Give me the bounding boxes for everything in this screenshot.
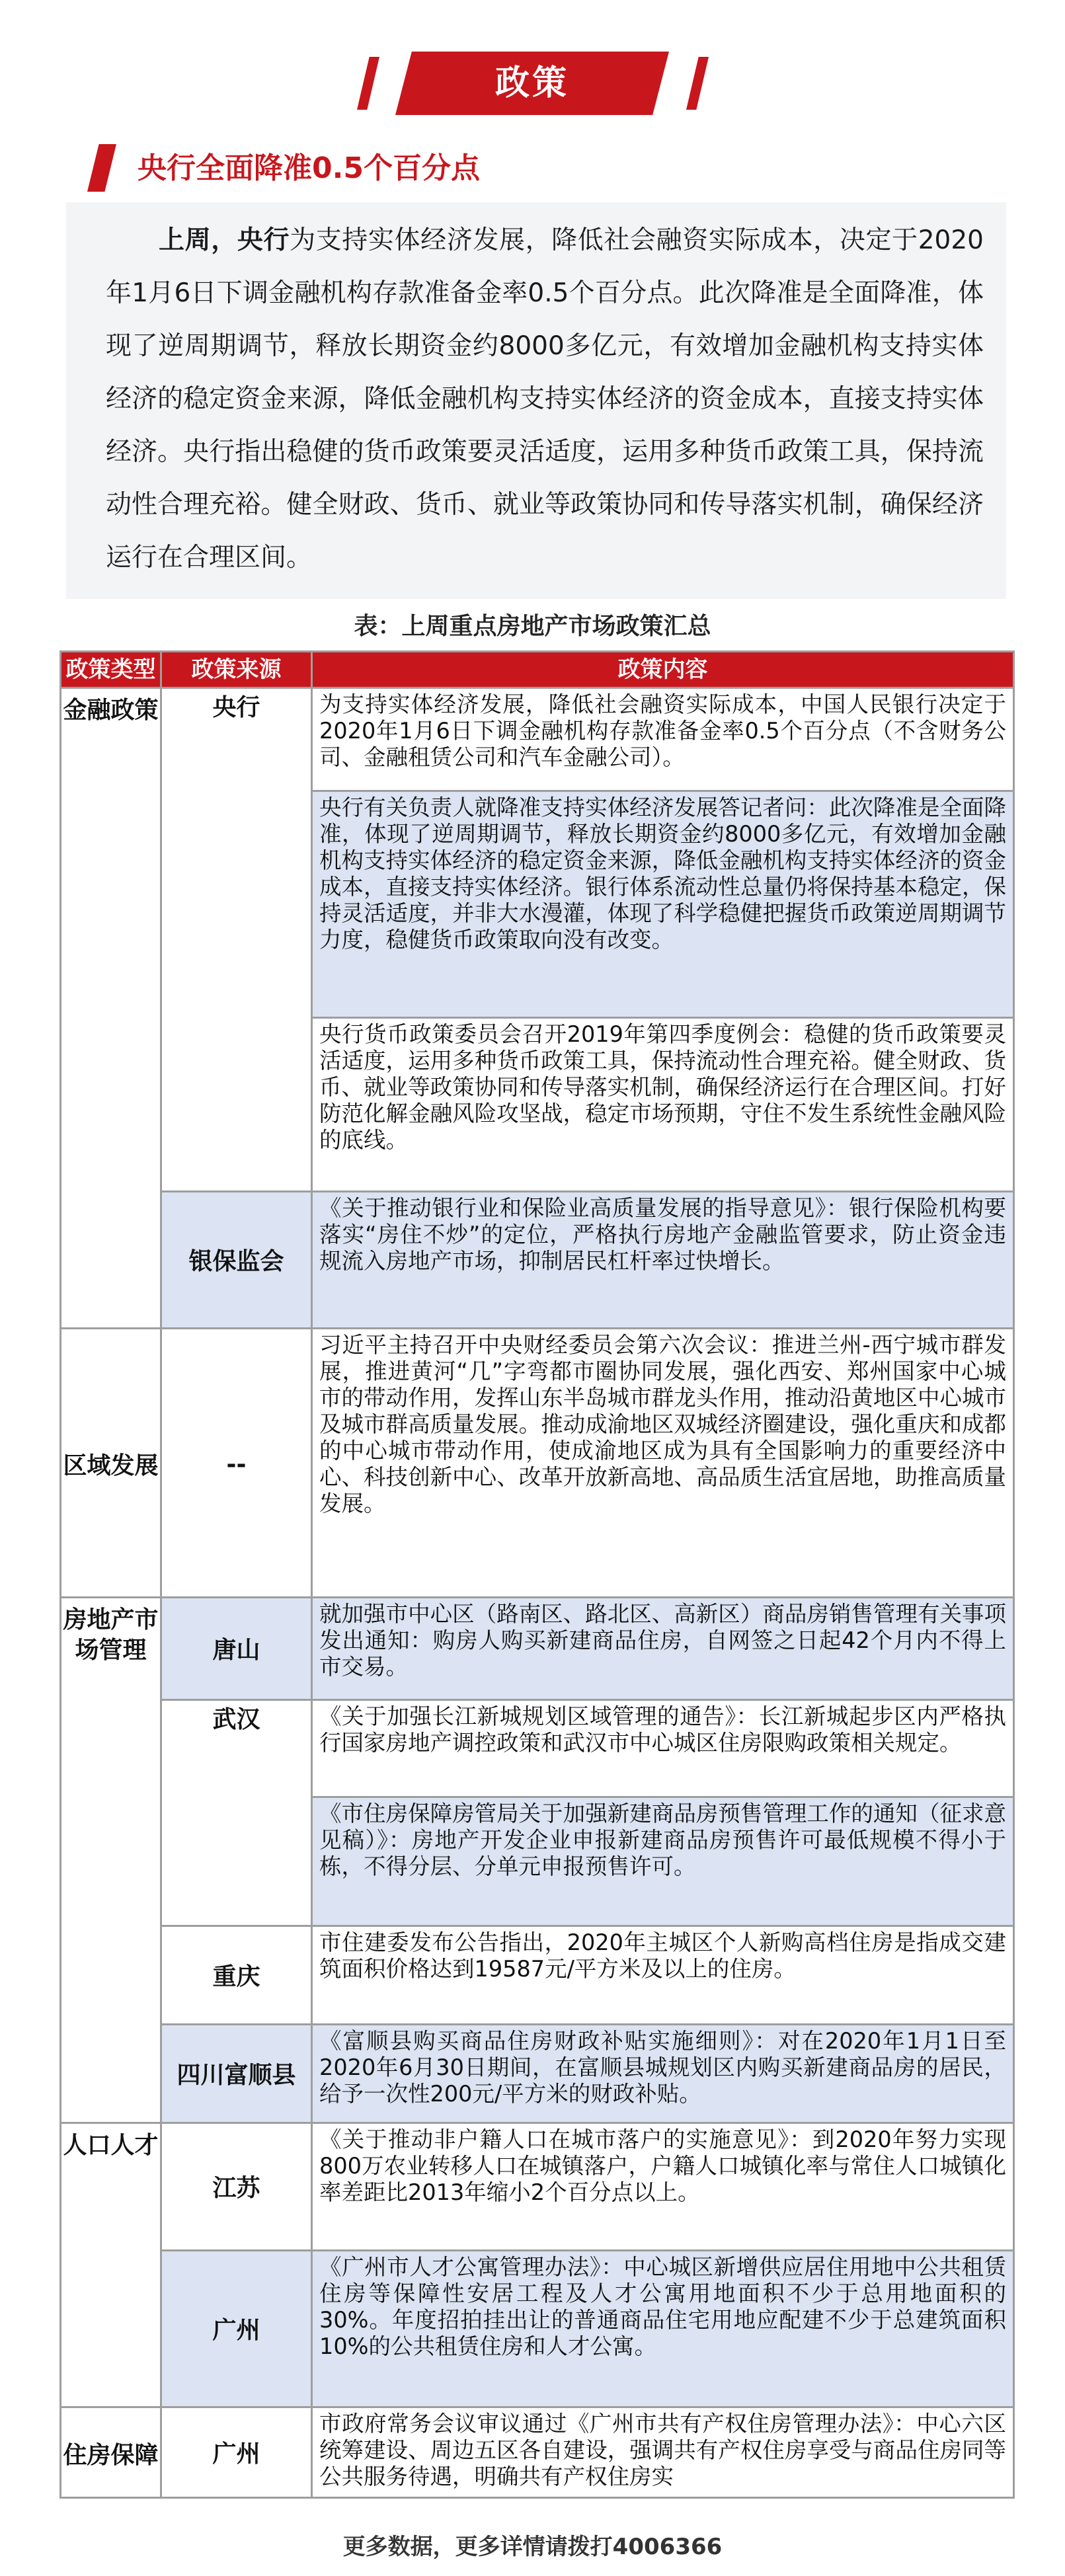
content-tangshan: 就加强市中心区（路南区、路北区、高新区）商品房销售管理有关事项发出通知：购房人购买新建商品住房，自网签之日起42个月内不得上市交易。 — [312, 1598, 1014, 1700]
content-pboc-2: 央行有关负责人就降准支持实体经济发展答记者问：此次降准是全面降准，体现了逆周期调节，释放长期资金约8000多亿元，有效增加金融机构支持实体经济的稳定资金来源，降低金融机构支持实体经济的资金成本，直接支持实体经济。银行体系流动性总量仍将保持基本稳定，保持灵活适度，并非大水漫灌，体现了科学稳健把握货币政策逆周期调节力度，稳健货币政策取向没有改变。 — [312, 791, 1014, 1018]
category-region: 区域发展 — [61, 1329, 161, 1598]
table-caption: 表：上周重点房地产市场政策汇总 — [354, 613, 711, 640]
table-row — [61, 2025, 1014, 2123]
table-row — [61, 688, 1014, 791]
source-guangzhou-1: 广州 — [161, 2251, 312, 2407]
heading-text: 央行全面降准0.5个百分点 — [138, 151, 480, 185]
content-jiangsu: 《关于推动非户籍人口在城市落户的实施意见》：到2020年努力实现800万农业转移人口在城镇落户，户籍人口城镇化率与常住人口城镇化率差距比2013年缩小2个百分点以上。 — [312, 2123, 1014, 2251]
content-wuhan-2: 《市住房保障房管局关于加强新建商品房预售管理工作的通知（征求意见稿）》：房地产开发企业申报新建商品房预售许可最低规模不得小于栋，不得分层、分单元申报预售许可。 — [312, 1797, 1014, 1926]
source-chongqing: 重庆 — [161, 1926, 312, 2025]
table-row — [61, 2407, 1014, 2498]
source-guangzhou-2: 广州 — [161, 2407, 312, 2498]
category-housing: 住房保障 — [61, 2407, 161, 2498]
section-heading — [87, 140, 814, 197]
category-talent: 人口人才 — [61, 2123, 161, 2407]
content-pboc-1: 为支持实体经济发展，降低社会融资实际成本，中国人民银行决定于2020年1月6日下调金融机构存款准备金率0.5个百分点（不含财务公司、金融租赁公司和汽车金融公司）。 — [312, 688, 1014, 791]
heading-marker — [87, 144, 116, 192]
content-wuhan-1: 《关于加强长江新城规划区域管理的通告》：长江新城起步区内严格执行国家房地产调控政策和武汉市中心城区住房限购政策相关规定。 — [312, 1700, 1014, 1797]
content-chongqing: 市住建委发布公告指出，2020年主城区个人新购高档住房是指成交建筑面积价格达到19587元/平方米及以上的住房。 — [312, 1926, 1014, 2025]
section-banner — [0, 52, 1065, 115]
banner-stripe-left — [357, 57, 379, 110]
footer-contact: 更多数据，更多详情请拨打4006366 — [342, 2534, 723, 2560]
table-row — [61, 2251, 1014, 2407]
content-pboc-3: 央行货币政策委员会召开2019年第四季度例会：稳健的货币政策要灵活适度，运用多种货币政策工具，保持流动性合理充裕。健全财政、货币、就业等政策协同和传导落实机制，确保经济运行在合理区间。打好防范化解金融风险攻坚战，稳定市场预期，守住不发生系统性金融风险的底线。 — [312, 1018, 1014, 1192]
source-none: -- — [161, 1329, 312, 1598]
content-fushun: 《富顺县购买商品住房财政补贴实施细则》：对在2020年1月1日至2020年6月30日期间，在富顺县城规划区内购买新建商品房的居民，给予一次性200元/平方米的财政补贴。 — [312, 2025, 1014, 2123]
content-region: 习近平主持召开中央财经委员会第六次会议：推进兰州-西宁城市群发展，推进黄河“几”字弯都市圈协同发展，强化西安、郑州国家中心城市的带动作用，发挥山东半岛城市群龙头作用，推动沿黄地区中心城市及城市群高质量发展。推动成渝地区双城经济圈建设，强化重庆和成都的中心城市带动作用，使成渝地区成为具有全国影响力的重要经济中心、科技创新中心、改革开放新高地、高品质生活宜居地，助推高质量发展。 — [312, 1329, 1014, 1598]
policy-table — [59, 650, 1015, 2499]
table-row — [61, 1700, 1014, 1797]
table-header-row — [61, 652, 1014, 688]
summary-paragraph — [66, 202, 1006, 599]
content-cbirc: 《关于推动银行业和保险业高质量发展的指导意见》：银行保险机构要落实“房住不炒”的定位，严格执行房地产金融监管要求，防止资金违规流入房地产市场，抑制居民杠杆率过快增长。 — [312, 1192, 1014, 1329]
content-guangzhou-1: 《广州市人才公寓管理办法》：中心城区新增供应居住用地中公共租赁住房等保障性安居工程及人才公寓用地面积不少于总用地面积的30%。年度招拍挂出让的普通商品住宅用地应配建不少于总建筑面积10%的公共租赁住房和人才公寓。 — [312, 2251, 1014, 2407]
summary-indent — [106, 225, 159, 255]
source-tangshan: 唐山 — [161, 1598, 312, 1700]
table-row — [61, 2123, 1014, 2251]
source-pboc: 央行 — [161, 688, 312, 1192]
summary-body: 为支持实体经济发展，降低社会融资实际成本，决定于2020年1月6日下调金融机构存款准备金率0.5个百分点。此次降准是全面降准，体现了逆周期调节，释放长期资金约8000多亿元，有效增加金融机构支持实体经济的稳定资金来源，降低金融机构支持实体经济的资金成本，直接支持实体经济。央行指出稳健的货币政策要灵活适度，运用多种货币政策工具，保持流动性合理充裕。健全财政、货币、就业等政策协同和传导落实机制，确保经济运行在合理区间。 — [106, 225, 984, 572]
table-row — [61, 1926, 1014, 2025]
header-content: 政策内容 — [312, 652, 1014, 688]
content-guangzhou-2: 市政府常务会议审议通过《广州市共有产权住房管理办法》：中心六区统筹建设、周边五区各自建设，强调共有产权住房享受与商品住房同等公共服务待遇，明确共有产权住房实 — [312, 2407, 1014, 2498]
category-realestate: 房地产市场管理 — [61, 1598, 161, 2123]
source-cbirc: 银保监会 — [161, 1192, 312, 1329]
header-type: 政策类型 — [61, 652, 161, 688]
table-row — [61, 1598, 1014, 1700]
category-finance: 金融政策 — [61, 688, 161, 1329]
banner-title: 政策 — [494, 63, 569, 103]
header-source: 政策来源 — [161, 652, 312, 688]
table-row — [61, 1329, 1014, 1598]
source-wuhan: 武汉 — [161, 1700, 312, 1926]
summary-lead-week: 上周， — [159, 225, 237, 255]
source-jiangsu: 江苏 — [161, 2123, 312, 2251]
banner-stripe-right — [686, 57, 709, 110]
table-row — [61, 1192, 1014, 1329]
summary-lead-pboc: 央行 — [237, 225, 290, 255]
source-fushun: 四川富顺县 — [161, 2025, 312, 2123]
